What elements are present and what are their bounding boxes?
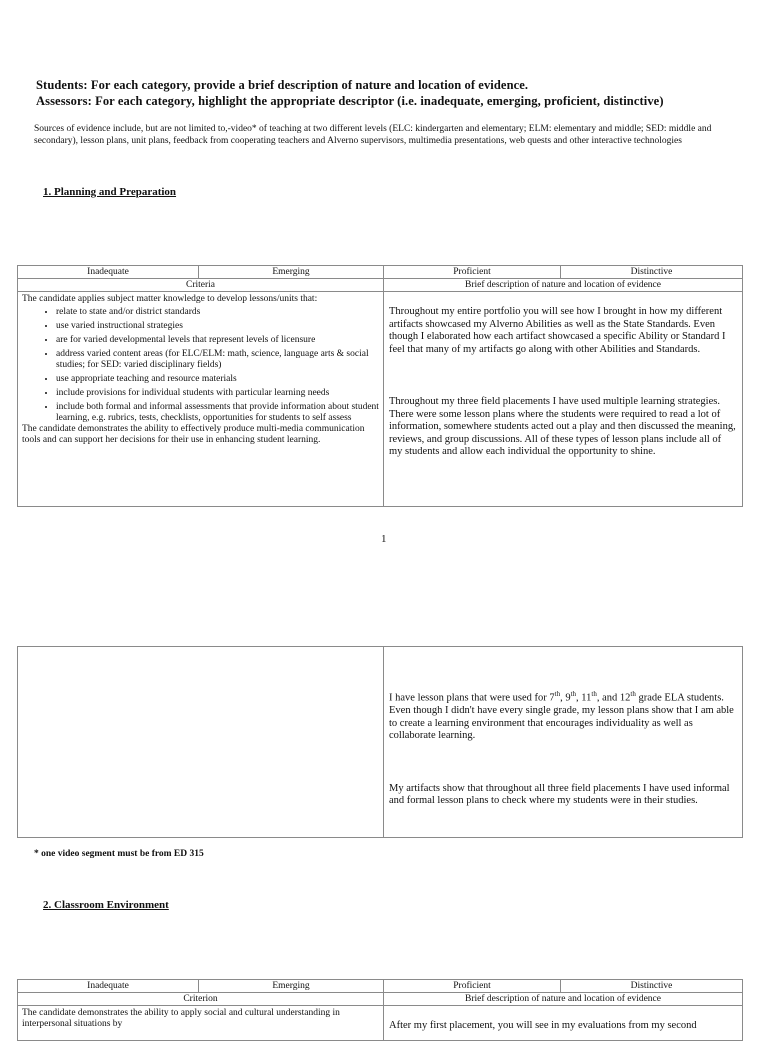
list-item: • address varied content areas (for ELC/ELM: math, science, language arts & social studies; for SED: varied disciplinary fields) bbox=[56, 349, 379, 371]
level-distinctive: Distinctive bbox=[561, 266, 743, 279]
level-proficient: Proficient bbox=[384, 266, 561, 279]
evidence-paragraph: Throughout my three field placements I have used multiple learning strategies. There were some lesson plans where the students were required to read a lot of information, somewhere students acted out a play and then discussed the meaning, reviews, and group discussions. All of these types of lesson plans include all of my students and allow each individual the opportunity to shine. bbox=[389, 396, 736, 457]
level-emerging: Emerging bbox=[199, 980, 384, 993]
page-number: 1 bbox=[381, 533, 387, 545]
list-item: • include provisions for individual students with particular learning needs bbox=[56, 388, 379, 399]
evidence-paragraph: I have lesson plans that were used for 7th, 9th, 11th, and 12th grade ELA students. Even though I didn't have every single grade, my lesson plans show that I am able to create a learning environment that encourages individuality as well as collaborate learning. bbox=[389, 690, 734, 741]
evidence-cell bbox=[384, 292, 743, 507]
list-item: • are for varied developmental levels that represent levels of licensure bbox=[56, 335, 379, 346]
criteria-cell bbox=[18, 1006, 384, 1041]
section-1-title: 1. Planning and Preparation bbox=[43, 186, 177, 198]
list-item: • relate to state and/or district standards bbox=[56, 307, 379, 318]
criteria-header: Criteria bbox=[18, 279, 384, 292]
level-distinctive: Distinctive bbox=[561, 980, 743, 993]
video-footnote: * one video segment must be from ED 315 bbox=[34, 849, 204, 859]
level-inadequate: Inadequate bbox=[18, 266, 199, 279]
list-item: • include both formal and informal assessments that provide information about student learning, e.g. rubrics, tests, checklists, opportunities for students to self assess bbox=[56, 402, 379, 424]
criteria-list bbox=[22, 307, 379, 424]
evidence-paragraph: Throughout my entire portfolio you will see how I brought in how my different artifacts showcased my Alverno Abilities as well as the State Standards. Even though I elaborated how each artifact showcased a specific Ability or Standard I feel that many of my artifacts go along with other Abilities and Standards. bbox=[389, 306, 726, 355]
section-2-title: 2. Classroom Environment bbox=[43, 899, 169, 911]
level-inadequate: Inadequate bbox=[18, 980, 199, 993]
evidence-cell bbox=[384, 1006, 743, 1041]
criteria-outro: The candidate demonstrates the ability to effectively produce multi-media communication tools and can support her decisions for their use in enhancing student learning. bbox=[22, 424, 365, 445]
criterion-header: Criterion bbox=[18, 993, 384, 1006]
planning-rubric-table bbox=[17, 265, 743, 507]
sources-of-evidence-text: Sources of evidence include, but are not limited to,-video* of teaching at two different levels (ELC: kindergarten and elementary; ELM: elementary and middle; SED: middle and secondary), lesson plans, unit plans, feedback from cooperating teachers and Alverno supervisors, multimedia presentations, web quests and other interactive technologies bbox=[34, 124, 712, 146]
classroom-rubric-table bbox=[17, 979, 743, 1041]
students-instruction: Students: For each category, provide a brief description of nature and location of evidence. bbox=[36, 78, 529, 92]
evidence-cell bbox=[384, 647, 743, 838]
evidence-header: Brief description of nature and location of evidence bbox=[384, 279, 743, 292]
criteria-intro: The candidate demonstrates the ability to apply social and cultural understanding in interpersonal situations by bbox=[22, 1008, 340, 1029]
level-proficient: Proficient bbox=[384, 980, 561, 993]
level-emerging: Emerging bbox=[199, 266, 384, 279]
evidence-paragraph: My artifacts show that throughout all three field placements I have used informal and formal lesson plans to check where my students were in their studies. bbox=[389, 782, 730, 806]
criteria-intro: The candidate applies subject matter knowledge to develop lessons/units that: bbox=[22, 294, 318, 304]
evidence-header: Brief description of nature and location of evidence bbox=[384, 993, 743, 1006]
list-item: • use appropriate teaching and resource materials bbox=[56, 374, 379, 385]
assessors-instruction: Assessors: For each category, highlight the appropriate descriptor (i.e. inadequate, emerging, proficient, distinctive) bbox=[36, 94, 664, 108]
list-item: • use varied instructional strategies bbox=[56, 321, 379, 332]
evidence-paragraph: After my first placement, you will see in my evaluations from my second bbox=[389, 1020, 697, 1031]
criteria-cell bbox=[18, 292, 384, 507]
planning-rubric-table-continued bbox=[17, 646, 743, 838]
criteria-cell-empty bbox=[18, 647, 384, 838]
